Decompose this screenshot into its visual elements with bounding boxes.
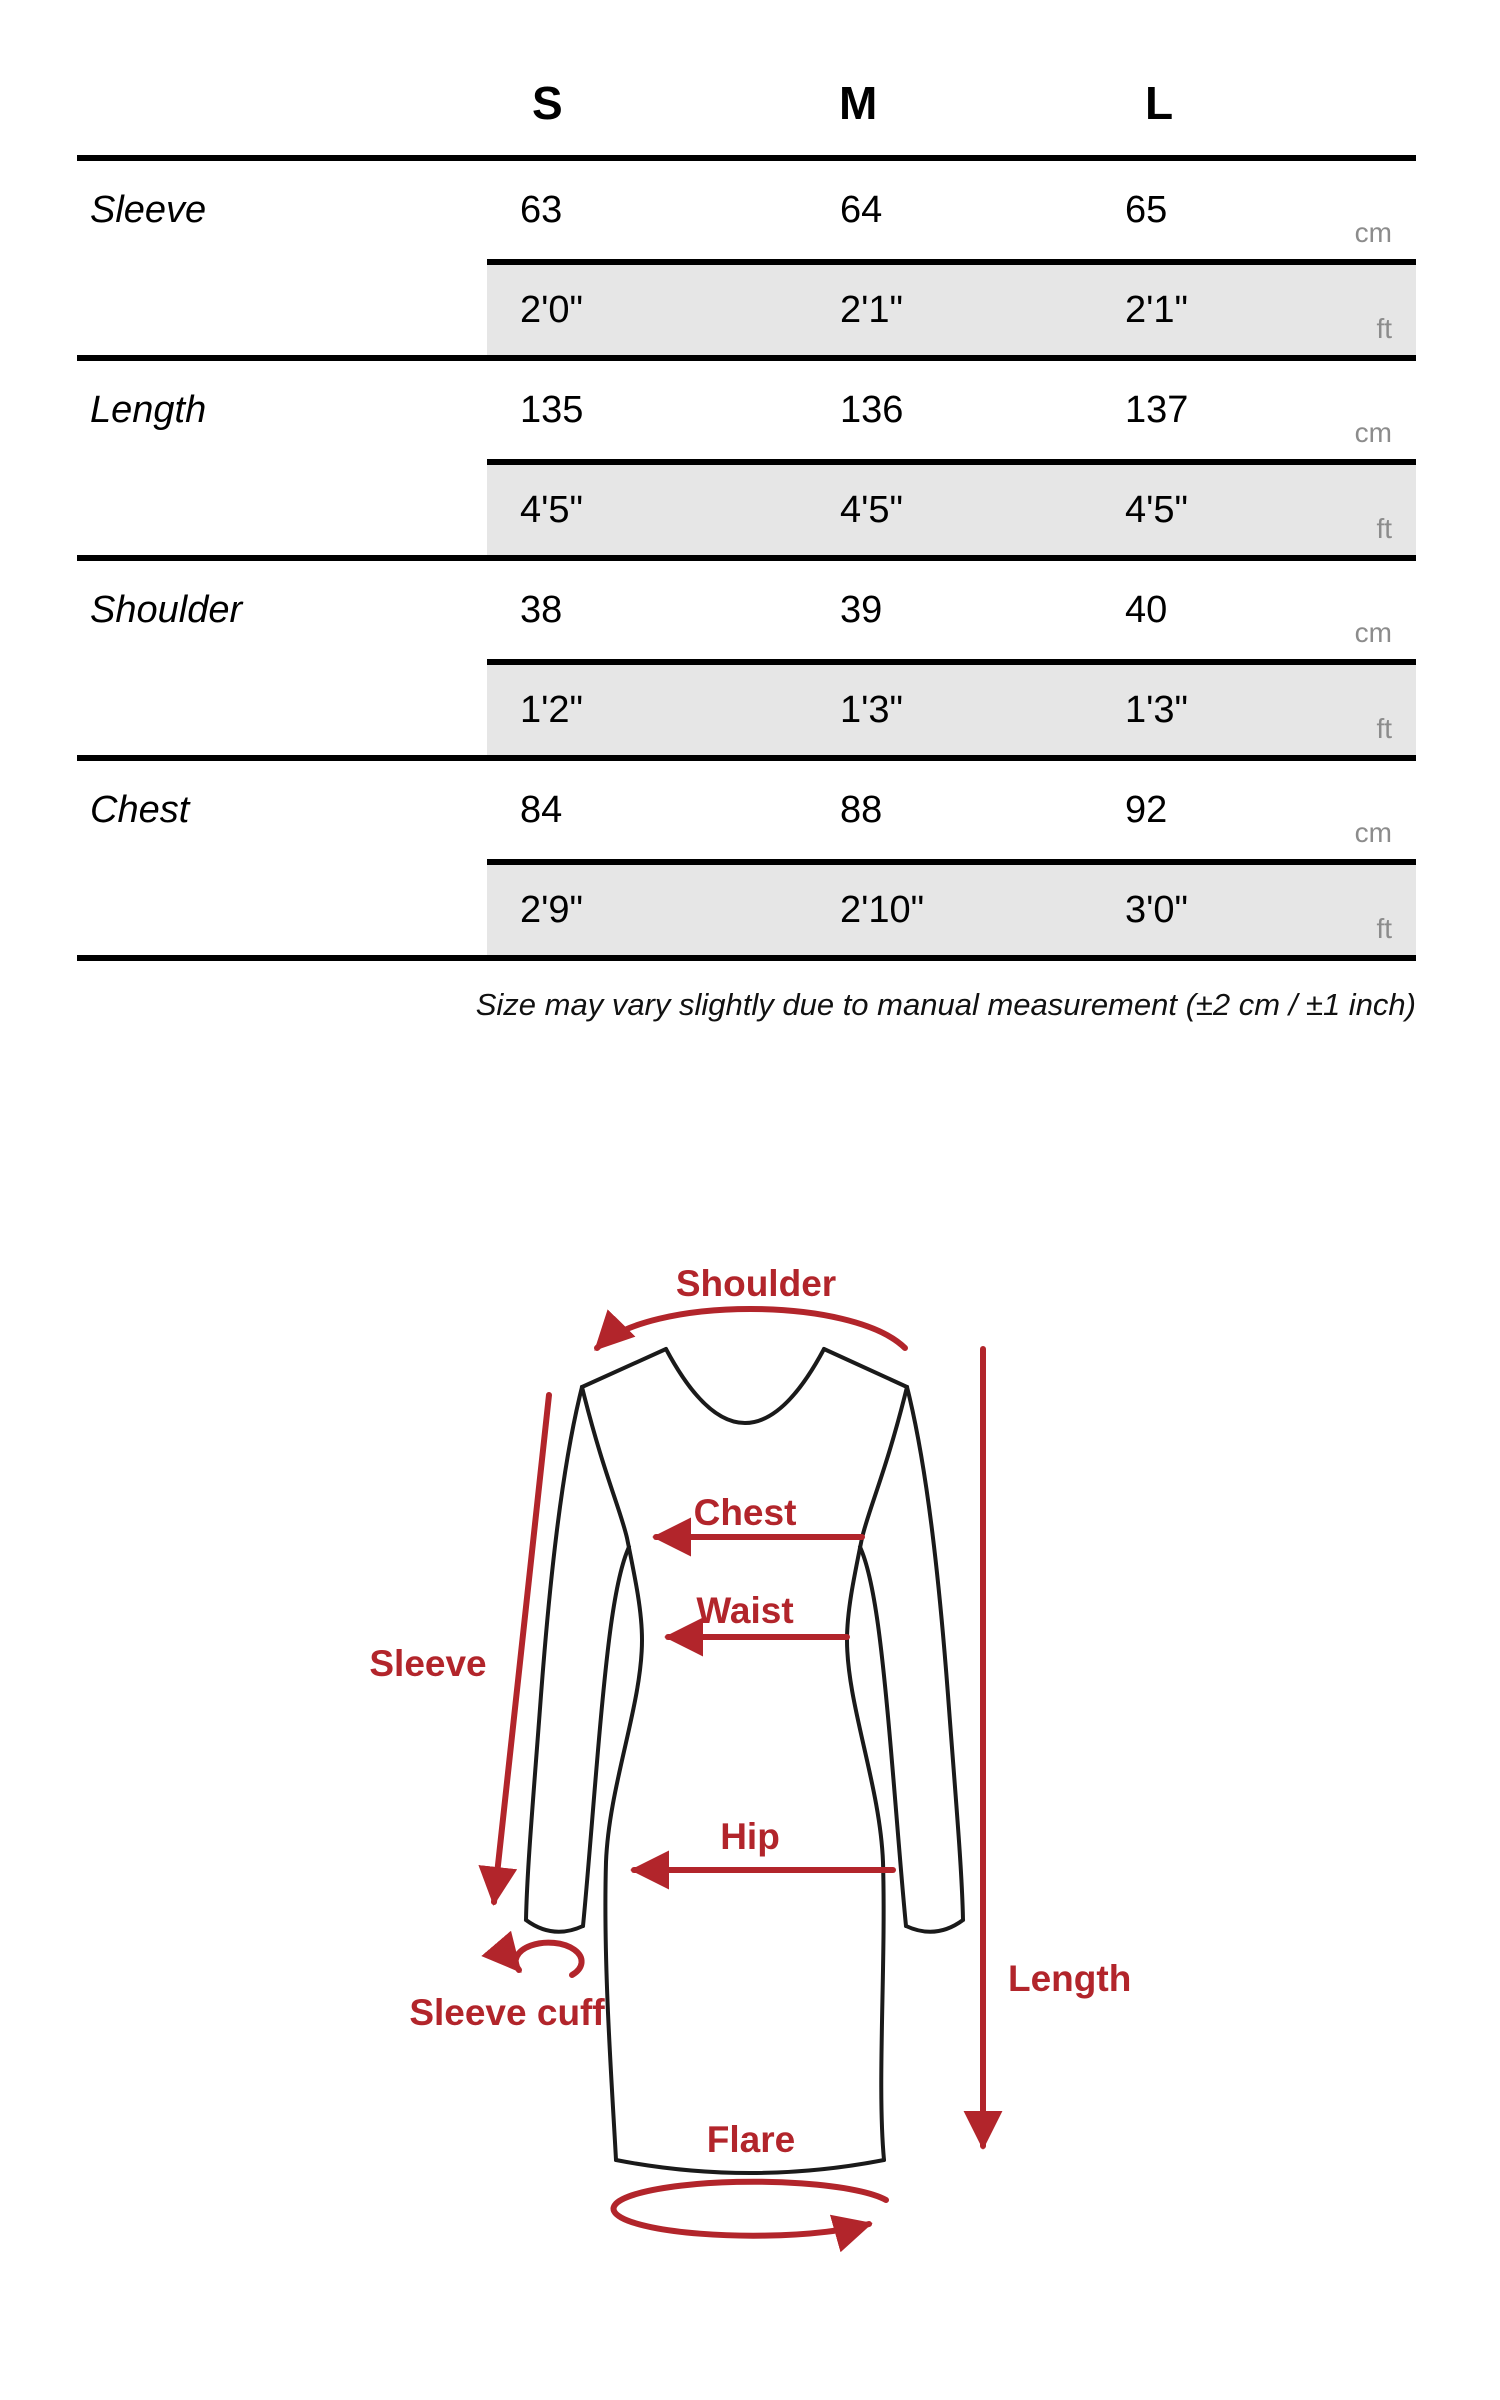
diagram-label-chest: Chest	[693, 1492, 797, 1533]
dress-outline	[526, 1349, 963, 2173]
unit-ft-label: ft	[1376, 913, 1392, 944]
sleeve-cm-m: 64	[840, 188, 883, 231]
chest-cm-m: 88	[840, 788, 883, 831]
measurement-note: Size may vary slightly due to manual measurement (±2 cm / ±1 inch)	[475, 987, 1416, 1022]
shoulder-cm-l: 40	[1125, 588, 1168, 631]
length-ft-l: 4'5"	[1125, 488, 1189, 531]
sleeve-ft-l: 2'1"	[1125, 288, 1189, 331]
dress-neckline	[666, 1349, 824, 1423]
diagram-label-waist: Waist	[696, 1590, 794, 1631]
chest-ft-m: 2'10"	[840, 888, 925, 931]
sleeve-ft-s: 2'0"	[520, 288, 584, 331]
shoulder-ft-l: 1'3"	[1125, 688, 1189, 731]
shoulder-cm-m: 39	[840, 588, 883, 631]
sleeve-cm-l: 65	[1125, 188, 1168, 231]
sleeve-cuff-arrow	[516, 1943, 582, 1975]
chest-cm-l: 92	[1125, 788, 1168, 831]
unit-cm-label: cm	[1354, 617, 1392, 648]
diagram-label-hip: Hip	[720, 1816, 780, 1857]
unit-cm-label: cm	[1354, 817, 1392, 848]
row-label-shoulder: Shoulder	[90, 588, 243, 631]
sleeve-arrow	[494, 1395, 549, 1902]
length-ft-m: 4'5"	[840, 488, 904, 531]
unit-ft-label: ft	[1376, 713, 1392, 744]
flare-arrow	[614, 2182, 886, 2236]
length-cm-s: 135	[520, 388, 584, 431]
sleeve-ft-m: 2'1"	[840, 288, 904, 331]
diagram-label-sleeve: Sleeve	[369, 1643, 487, 1684]
size-header-l: L	[1145, 76, 1174, 129]
unit-cm-label: cm	[1354, 217, 1392, 248]
diagram-label-sleeve-cuff: Sleeve cuff	[409, 1992, 605, 2033]
unit-cm-label: cm	[1354, 417, 1392, 448]
unit-ft-label: ft	[1376, 313, 1392, 344]
diagram-label-flare: Flare	[706, 2119, 796, 2160]
length-cm-l: 137	[1125, 388, 1189, 431]
dress-hem	[616, 2160, 884, 2173]
shoulder-arrow	[597, 1309, 905, 1348]
dress-body-right	[847, 1387, 907, 2160]
size-header-s: S	[532, 76, 563, 129]
chest-ft-l: 3'0"	[1125, 888, 1189, 931]
chest-ft-s: 2'9"	[520, 888, 584, 931]
dress-shoulder-seams	[582, 1349, 907, 1387]
length-ft-s: 4'5"	[520, 488, 584, 531]
shoulder-ft-m: 1'3"	[840, 688, 904, 731]
sleeve-cm-s: 63	[520, 188, 563, 231]
diagram-label-length: Length	[1008, 1958, 1132, 1999]
shoulder-ft-s: 1'2"	[520, 688, 584, 731]
chest-cm-s: 84	[520, 788, 563, 831]
length-cm-m: 136	[840, 388, 904, 431]
measurement-annotations	[369, 1263, 1131, 2236]
unit-ft-label: ft	[1376, 513, 1392, 544]
dress-sleeve-right	[860, 1387, 963, 1932]
size-header-m: M	[839, 76, 878, 129]
diagram-label-shoulder: Shoulder	[675, 1263, 837, 1304]
dress-body-left	[582, 1387, 642, 2160]
row-label-sleeve: Sleeve	[90, 188, 207, 231]
row-label-chest: Chest	[90, 788, 190, 831]
row-label-length: Length	[90, 388, 207, 431]
shoulder-cm-s: 38	[520, 588, 563, 631]
